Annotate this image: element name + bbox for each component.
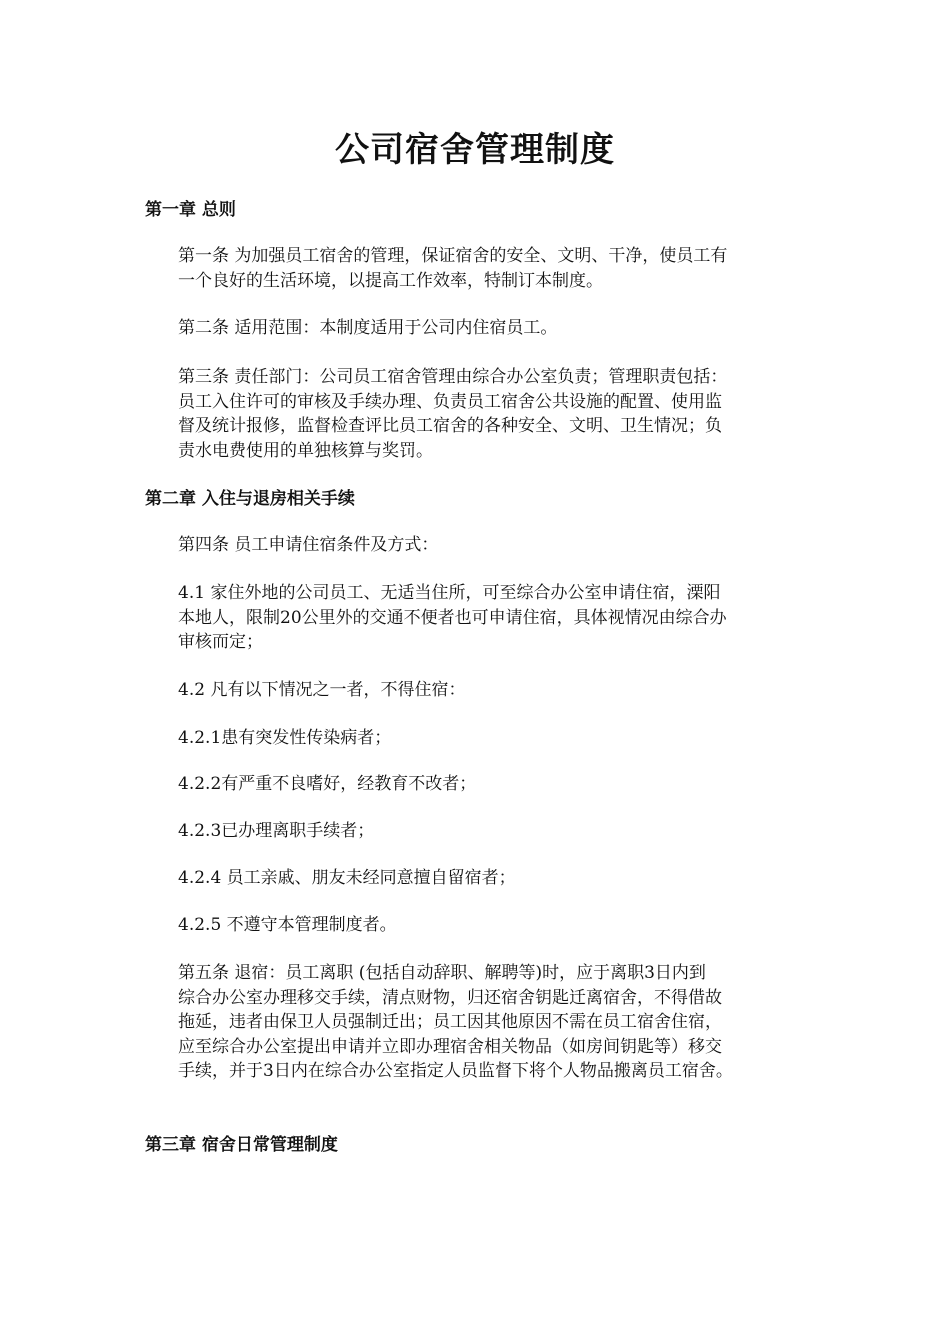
item-4-2-3-line: 4.2.3已办理离职手续者； bbox=[178, 821, 375, 841]
article-3-line: 督及统计报修，监督检查评比员工宿舍的各种安全、文明、卫生情况；负 bbox=[178, 416, 722, 436]
article-3-line: 第三条 责任部门：公司员工宿舍管理由综合办公室负责；管理职责包括： bbox=[178, 367, 728, 387]
chapter-1-heading: 第一章 总则 bbox=[145, 200, 236, 220]
article-1-line: 第一条 为加强员工宿舍的管理，保证宿舍的安全、文明、干净，使员工有 bbox=[178, 246, 728, 266]
article-5-line: 第五条 退宿：员工离职 (包括自动辞职、解聘等)时，应于离职3日内到 bbox=[178, 963, 706, 983]
article-3-line: 责水电费使用的单独核算与奖罚。 bbox=[178, 440, 433, 461]
item-4-1-line: 4.1 家住外地的公司员工、无适当住所，可至综合办公室申请住宿，溧阳 bbox=[178, 583, 721, 603]
item-4-2-4-line: 4.2.4 员工亲戚、朋友未经同意擅自留宿者； bbox=[178, 868, 516, 888]
chapter-2-heading: 第二章 入住与退房相关手续 bbox=[145, 489, 355, 509]
article-2 bbox=[178, 316, 808, 341]
article-5-line: 应至综合办公室提出申请并立即办理宿舍相关物品（如房间钥匙等）移交 bbox=[178, 1036, 722, 1057]
article-1-line: 一个良好的生活环境，以提高工作效率，特制订本制度。 bbox=[178, 270, 603, 291]
item-4-2-5 bbox=[178, 913, 808, 938]
article-3-line: 员工入住许可的审核及手续办理、负责员工宿舍公共设施的配置、使用监 bbox=[178, 391, 722, 412]
article-5-line: 综合办公室办理移交手续，清点财物，归还宿舍钥匙迁离宿舍，不得借故 bbox=[178, 987, 722, 1008]
article-3 bbox=[178, 365, 808, 463]
article-5 bbox=[178, 961, 808, 1084]
item-4-2-1 bbox=[178, 726, 808, 751]
article-5-line: 拖延，违者由保卫人员强制迁出；员工因其他原因不需在员工宿舍住宿， bbox=[178, 1012, 722, 1032]
item-4-2 bbox=[178, 678, 808, 703]
page-title: 公司宿舍管理制度 bbox=[335, 130, 615, 170]
item-4-2-1-line: 4.2.1患有突发性传染病者； bbox=[178, 728, 392, 748]
item-4-2-3 bbox=[178, 819, 808, 844]
item-4-1-line: 本地人，限制20公里外的交通不便者也可申请住宿，具体视情况由综合办 bbox=[178, 607, 727, 628]
chapter-3-heading: 第三章 宿舍日常管理制度 bbox=[145, 1135, 338, 1155]
article-4-line: 第四条 员工申请住宿条件及方式： bbox=[178, 535, 439, 555]
item-4-1 bbox=[178, 581, 808, 655]
article-4 bbox=[178, 533, 808, 558]
item-4-2-5-line: 4.2.5 不遵守本管理制度者。 bbox=[178, 915, 397, 935]
article-2-line: 第二条 适用范围：本制度适用于公司内住宿员工。 bbox=[178, 318, 558, 338]
article-5-line: 手续，并于3日内在综合办公室指定人员监督下将个人物品搬离员工宿舍。 bbox=[178, 1061, 733, 1081]
item-4-2-line: 4.2 凡有以下情况之一者，不得住宿： bbox=[178, 680, 466, 700]
item-4-2-2 bbox=[178, 772, 808, 797]
item-4-1-line: 审核而定； bbox=[178, 632, 263, 652]
item-4-2-4 bbox=[178, 866, 808, 891]
item-4-2-2-line: 4.2.2有严重不良嗜好，经教育不改者； bbox=[178, 774, 477, 794]
article-1 bbox=[178, 244, 808, 293]
